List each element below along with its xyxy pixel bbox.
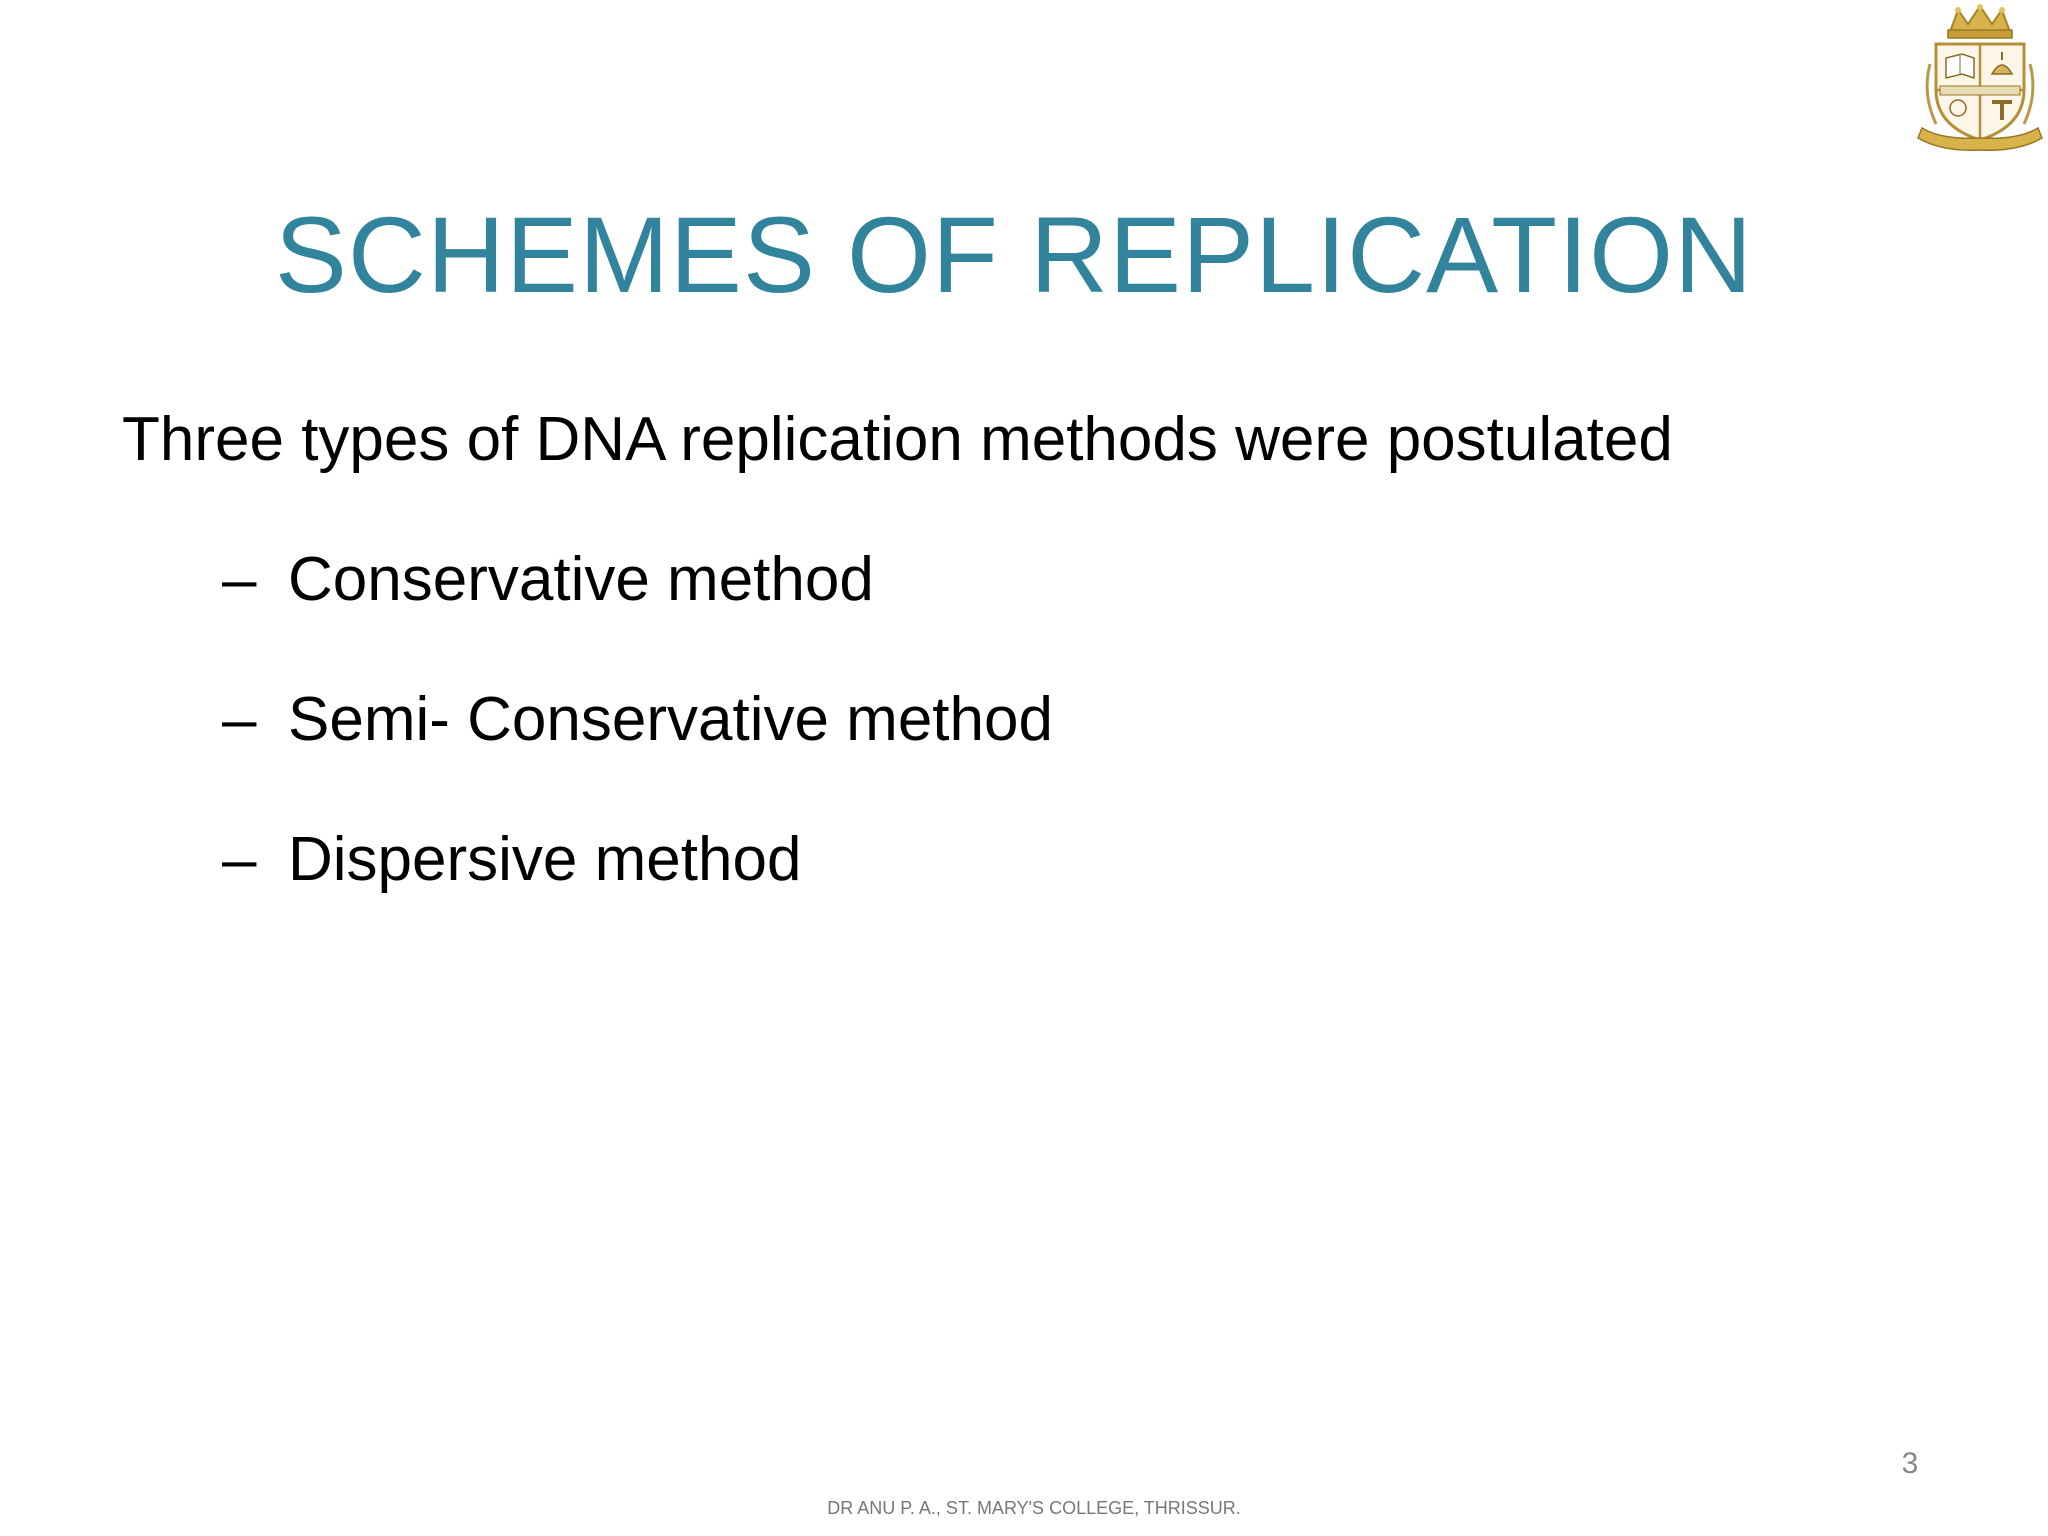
college-crest-icon	[1912, 4, 2048, 152]
footer-text: DR ANU P. A., ST. MARY'S COLLEGE, THRISSUR.	[827, 1498, 1241, 1518]
bullet-list	[122, 540, 1902, 900]
dash-marker: –	[222, 825, 257, 894]
bullet-item	[222, 540, 1902, 620]
bullet-item	[222, 820, 1902, 900]
page-number: 3	[1901, 1447, 1919, 1480]
slide-title: SCHEMES OF REPLICATION	[274, 194, 1754, 315]
bullet-item	[222, 680, 1902, 760]
bullet-text: Dispersive method	[288, 825, 802, 894]
bullet-text: Semi- Conservative method	[288, 685, 1053, 754]
dash-marker: –	[222, 685, 257, 754]
slide-body	[122, 400, 1902, 960]
dash-marker: –	[222, 545, 257, 614]
bullet-text: Conservative method	[288, 545, 874, 614]
intro-text: Three types of DNA replication methods were postulated	[122, 405, 1673, 474]
